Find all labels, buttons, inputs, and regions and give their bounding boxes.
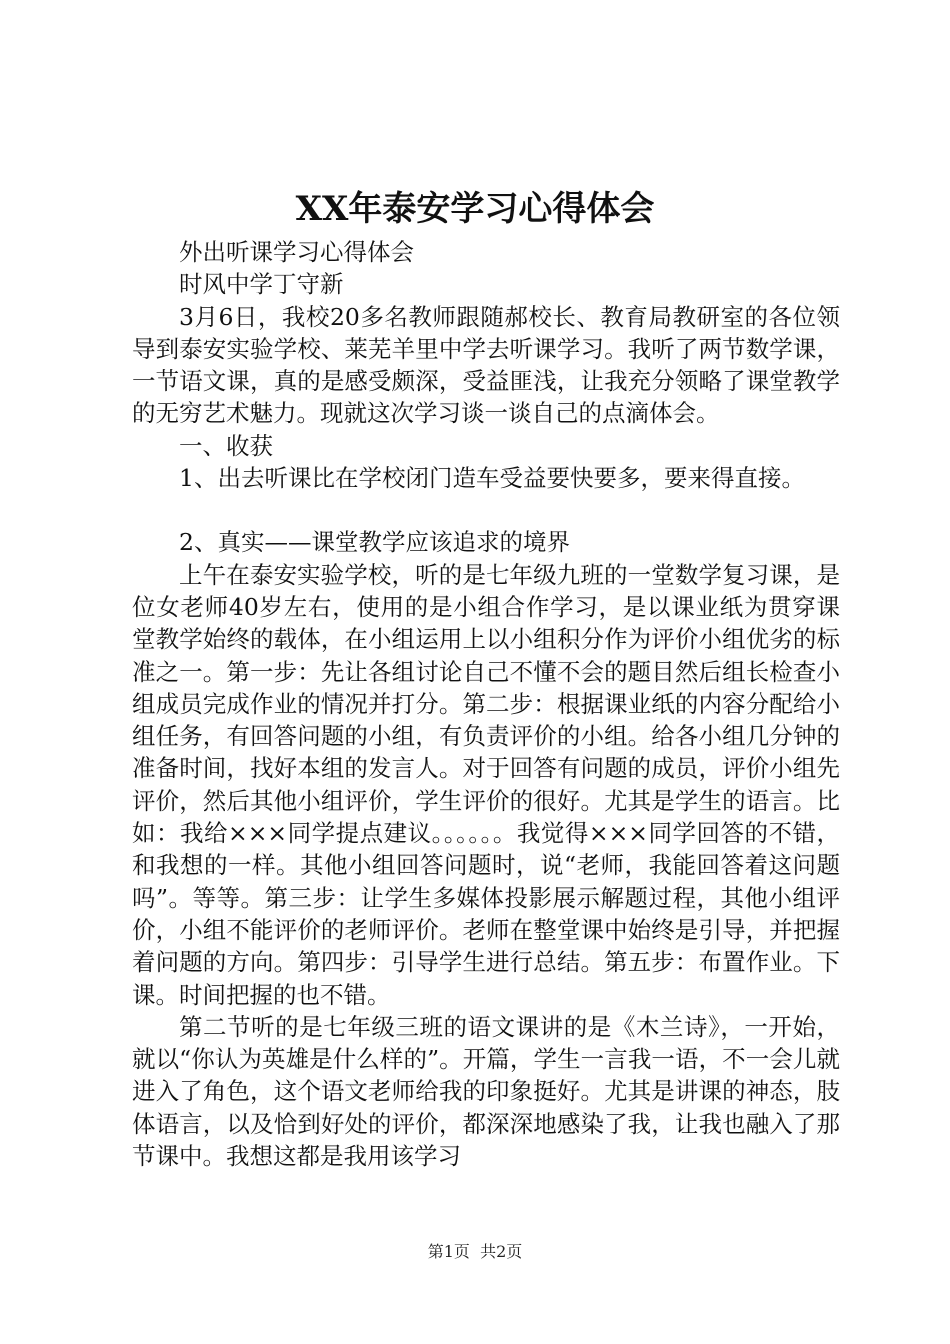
page-total: 共2页 bbox=[480, 1242, 523, 1261]
paragraph-point-1: 1、出去听课比在学校闭门造车受益要快要多，要来得直接。 bbox=[179, 464, 805, 493]
paragraph-author: 时风中学丁守新 bbox=[179, 270, 344, 299]
paragraph-subtitle: 外出听课学习心得体会 bbox=[179, 238, 414, 266]
document-body bbox=[132, 236, 840, 1172]
document-title: XX年泰安学习心得体会 bbox=[295, 189, 655, 229]
paragraph-math-lesson: 上午在泰安实验学校，听的是七年级九班的一堂数学复习课，是位女老师40岁左右，使用的是小组合作学习，是以课业纸为贯穿课堂教学始终的载体，在小组运用上以小组积分作为评价小组优劣的标准之一。第一步：先让各组讨论自己不懂不会的题目然后组长检查小组成员完成作业的情况并打分。第二步：根据课业纸的内容分配给小组任务，有回答问题的小组，有负责评价的小组。给各小组几分钟的准备时间，找好本组的发言人。对于回答有问题的成员，评价小组先评价，然后其他小组评价，学生评价的很好。尤其是学生的语言。比如：我给×××同学提点建议。。。。。。我觉得×××同学回答的不错，和我想的一样。其他小组回答问题时，说“老师，我能回答着这问题吗”。等等。第三步：让学生多媒体投影展示解题过程，其他小组评价，小组不能评价的老师评价。老师在整堂课中始终是引导，并把握着问题的方向。第四步：引导学生进行总结。第五步：布置作业。下课。时间把握的也不错。 bbox=[132, 560, 840, 1009]
paragraph-intro: 3月6日，我校20多名教师跟随郝校长、教育局教研室的各位领导到泰安实验学校、莱芜羊里中学去听课学习。我听了两节数学课，一节语文课，真的是感受颇深，受益匪浅，让我充分领略了课堂教学的无穷艺术魅力。现就这次学习谈一谈自己的点滴体会。 bbox=[132, 302, 840, 428]
paragraph-chinese-lesson: 第二节听的是七年级三班的语文课讲的是《木兰诗》，一开始，就以“你认为英雄是什么样的”。开篇，学生一言我一语，不一会儿就进入了角色，这个语文老师给我的印象挺好。尤其是讲课的神态，肢体语言，以及恰到好处的评价，都深深地感染了我，让我也融入了那节课中。我想这都是我用该学习 bbox=[132, 1012, 840, 1171]
page-number: 第1页 bbox=[427, 1242, 470, 1261]
paragraph-point-2: 2、真实——课堂教学应该追求的境界 bbox=[179, 528, 570, 557]
section-heading-harvest: 一、收获 bbox=[179, 431, 273, 460]
page-footer bbox=[0, 1240, 950, 1264]
